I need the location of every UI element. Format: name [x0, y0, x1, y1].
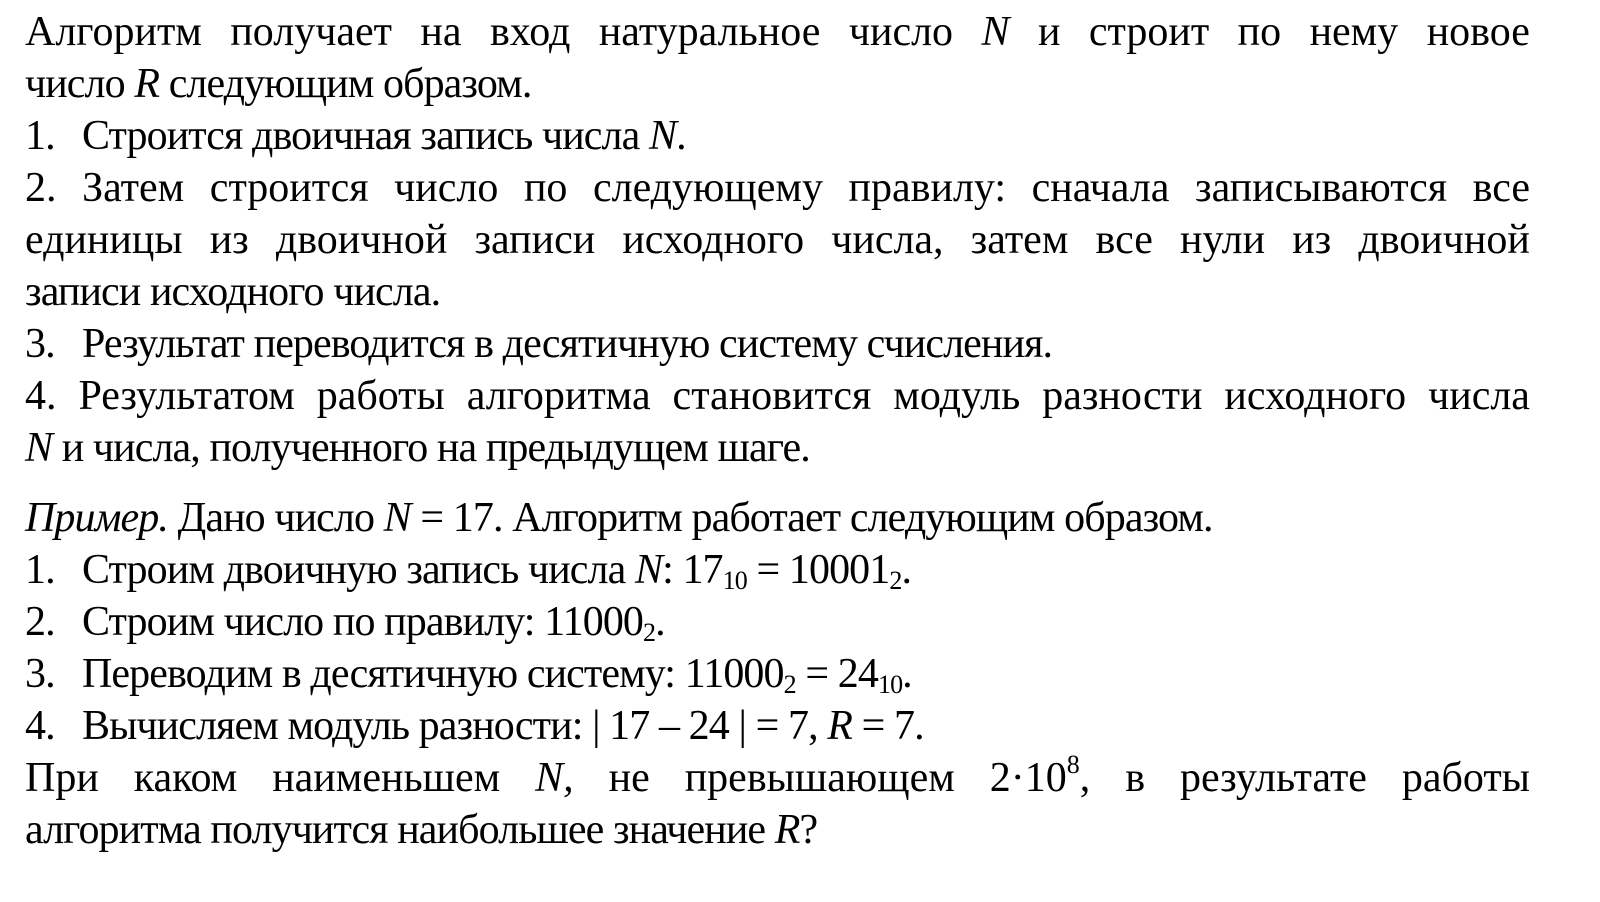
- equals: =: [756, 547, 780, 593]
- step-3: [25, 318, 1530, 370]
- word: по: [1237, 9, 1282, 55]
- step-1: [25, 110, 1530, 162]
- power-exponent: 8: [1066, 750, 1080, 779]
- word: строится: [209, 165, 369, 211]
- text: число: [25, 61, 125, 107]
- word: разности: [1042, 373, 1203, 419]
- base-subscript: 2: [783, 670, 796, 699]
- word: записи: [474, 217, 596, 263]
- text: = 7.: [861, 703, 924, 749]
- word: и: [1037, 9, 1061, 55]
- word: нему: [1309, 9, 1399, 55]
- step-number: 4.: [25, 373, 57, 419]
- example-intro: [25, 492, 1530, 544]
- word: числа,: [831, 217, 944, 263]
- intro-line-1: [25, 6, 1530, 58]
- text: = 17. Алгоритм работает следующим образом.: [420, 495, 1213, 541]
- word: каком: [133, 755, 238, 801]
- number: 11000: [544, 599, 644, 645]
- word: При: [25, 755, 99, 801]
- step-text: Результат переводится в десятичную систему счисления.: [82, 321, 1053, 367]
- word: не: [608, 755, 650, 801]
- variable-n: N: [634, 547, 663, 593]
- word: в: [1125, 755, 1146, 801]
- question-line-2: [25, 804, 1530, 856]
- word: затем: [970, 217, 1069, 263]
- variable-n: N: [25, 425, 53, 471]
- word: модуль: [893, 373, 1021, 419]
- word: все: [1095, 217, 1153, 263]
- word: из: [1292, 217, 1332, 263]
- example-step-3: [25, 648, 1530, 700]
- text: и числа, полученного на предыдущем шаге.: [61, 425, 810, 471]
- number: 17: [682, 547, 723, 593]
- word: по: [523, 165, 568, 211]
- variable-n: N,: [535, 755, 574, 801]
- word: число: [848, 9, 954, 55]
- step-number: 3.: [25, 651, 55, 697]
- word: следующему: [592, 165, 823, 211]
- equals: =: [805, 651, 829, 697]
- text: Дано число: [177, 495, 375, 541]
- base-subscript: 2: [643, 618, 656, 647]
- step-number: 1.: [25, 113, 55, 159]
- punct: ,: [1079, 755, 1091, 801]
- step-4-line-2: [25, 422, 1530, 474]
- word: вход: [489, 9, 571, 55]
- word: строит: [1088, 9, 1210, 55]
- step-2-line-1: [25, 162, 1530, 214]
- number: 11000: [684, 651, 784, 697]
- number: 24: [837, 651, 878, 697]
- word: Затем: [82, 165, 185, 211]
- variable-n: N: [981, 9, 1010, 55]
- variable-n: N: [648, 113, 677, 159]
- word: нули: [1180, 217, 1266, 263]
- power-expression: [990, 752, 1091, 804]
- step-number: 3.: [25, 321, 55, 367]
- word: правилу:: [848, 165, 1007, 211]
- example-step-4: [25, 700, 1530, 752]
- word: сначала: [1031, 165, 1170, 211]
- base-subscript: 10: [877, 670, 903, 699]
- step-number: 4.: [25, 703, 55, 749]
- variable-n: N: [383, 495, 411, 541]
- word: работы: [316, 373, 445, 419]
- step-number: 2.: [25, 599, 55, 645]
- word: двоичной: [1358, 217, 1530, 263]
- word: исходного: [1224, 373, 1407, 419]
- step-2-line-2: [25, 214, 1530, 266]
- step-2-line-3: [25, 266, 1530, 318]
- word: числа: [1428, 373, 1530, 419]
- step-4-line-1: [25, 370, 1530, 422]
- base-subscript: 2: [889, 566, 902, 595]
- word: исходного: [622, 217, 805, 263]
- intro-line-2: [25, 58, 1530, 110]
- punct: .: [655, 599, 665, 645]
- word: записываются: [1194, 165, 1448, 211]
- punct: ?: [799, 807, 818, 853]
- punct: .: [676, 113, 686, 159]
- word: натуральное: [598, 9, 821, 55]
- text: алгоритма получится наибольшее значение: [25, 807, 766, 853]
- word: единицы: [25, 217, 183, 263]
- word: из: [209, 217, 249, 263]
- text: следующим образом.: [168, 61, 532, 107]
- word: Алгоритм: [25, 9, 202, 55]
- word: наименьшем: [272, 755, 501, 801]
- word: на: [420, 9, 462, 55]
- example-step-2: [25, 596, 1530, 648]
- word: алгоритма: [466, 373, 651, 419]
- step-number: 2.: [25, 165, 57, 211]
- word: число: [394, 165, 499, 211]
- punct: .: [901, 547, 912, 593]
- word: все: [1472, 165, 1530, 211]
- punct: .: [902, 651, 912, 697]
- word: Результатом: [78, 373, 295, 419]
- question-line-1: [25, 752, 1530, 804]
- base-subscript: 10: [722, 566, 747, 595]
- step-text: Строим двоичную запись числа: [82, 547, 626, 593]
- punct: :: [662, 547, 673, 593]
- variable-r: R: [134, 61, 160, 107]
- number: 10001: [788, 547, 890, 593]
- variable-r: R: [827, 703, 853, 749]
- text: записи исходного числа.: [25, 269, 441, 315]
- step-text: Строим число по правилу:: [82, 599, 535, 645]
- word: превышающем: [684, 755, 955, 801]
- example-label: Пример.: [25, 495, 168, 541]
- word: работы: [1401, 755, 1530, 801]
- example-step-1: [25, 544, 1530, 596]
- word: получает: [230, 9, 392, 55]
- word: новое: [1426, 9, 1530, 55]
- variable-r: R: [774, 807, 800, 853]
- word: двоичной: [275, 217, 448, 263]
- step-number: 1.: [25, 547, 55, 593]
- step-text: Вычисляем модуль разности: | 17 – 24 | = 7,: [82, 703, 818, 749]
- word: результате: [1180, 755, 1367, 801]
- power-base: 2·10: [989, 755, 1067, 801]
- step-text: Строится двоичная запись числа: [82, 113, 640, 159]
- word: становится: [672, 373, 872, 419]
- step-text: Переводим в десятичную систему:: [82, 651, 676, 697]
